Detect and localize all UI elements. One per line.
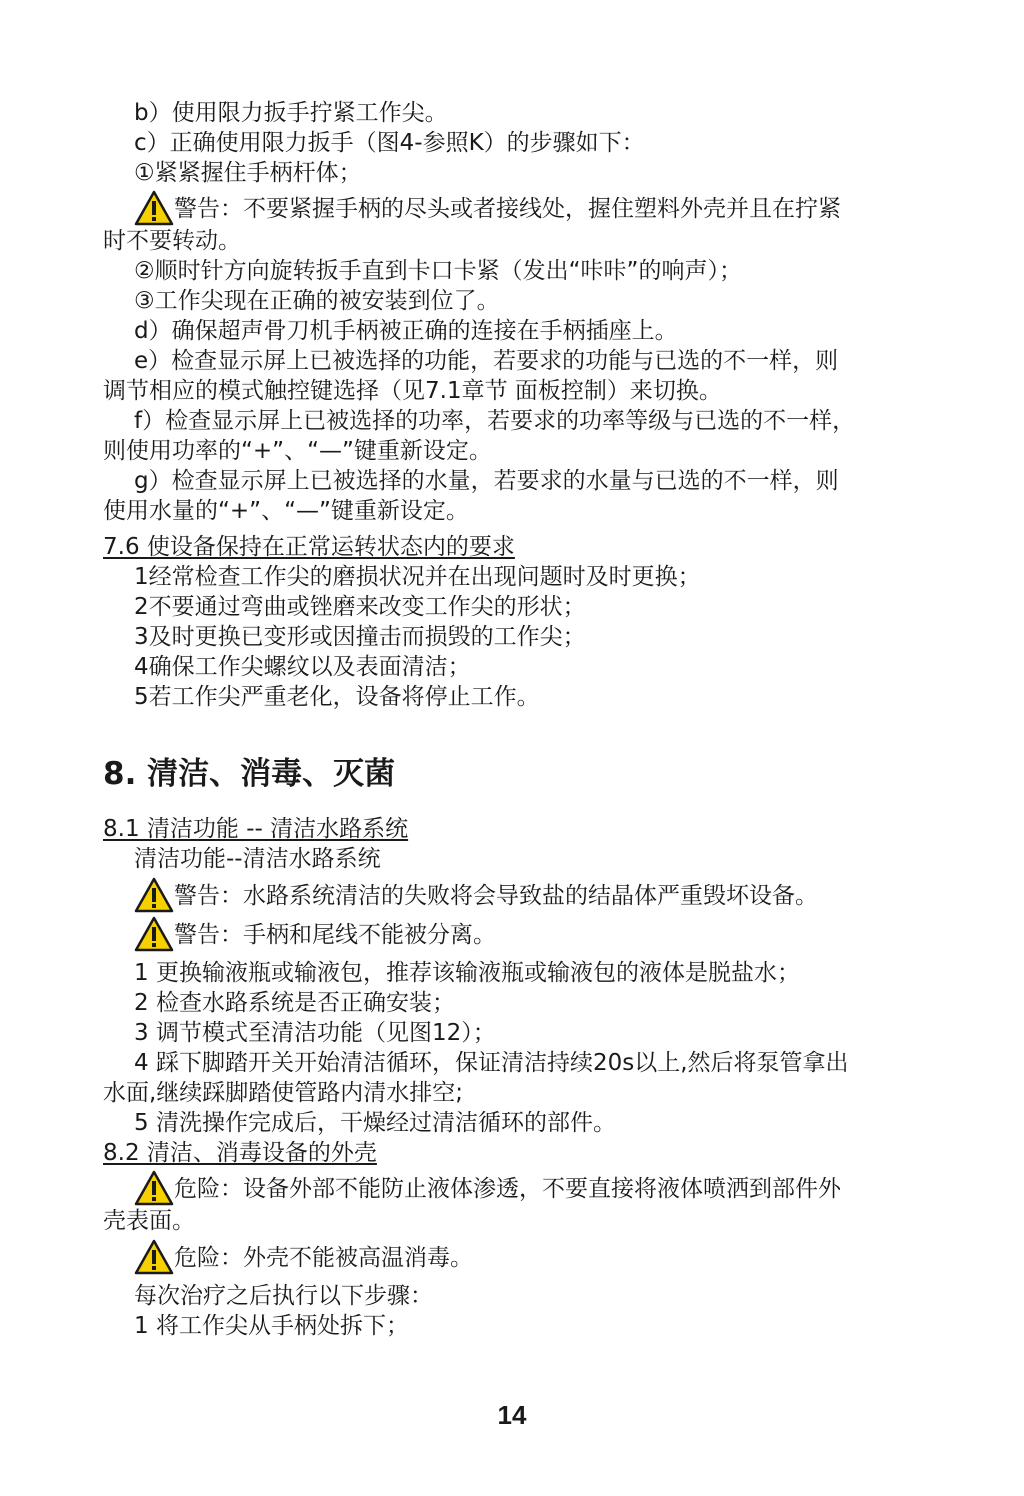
document-page bbox=[103, 98, 908, 1341]
line-g-cont: 使用水量的“+”、“—”键重新设定。 bbox=[103, 498, 469, 524]
page-number: 14 bbox=[497, 1400, 527, 1430]
line-e-cont: 调节相应的模式触控键选择（见7.1章节 面板控制）来切换。 bbox=[103, 378, 722, 404]
warning-block-grip bbox=[103, 194, 908, 256]
line-e: e）检查显示屏上已被选择的功能，若要求的功能与已选的不一样，则 bbox=[134, 348, 839, 374]
line-c: c）正确使用限力扳手（图4-参照K）的步骤如下： bbox=[134, 130, 645, 156]
list-item: 3及时更换已变形或因撞击而损毁的工作尖； bbox=[134, 624, 586, 650]
warning-triangle-icon bbox=[134, 1170, 174, 1206]
step-item: 3 调节模式至清洁功能（见图12）； bbox=[134, 1020, 496, 1046]
danger-text: 危险：设备外部不能防止液体渗透，不要直接将液体喷洒到部件外 bbox=[174, 1176, 841, 1202]
line-g: g）检查显示屏上已被选择的水量，若要求的水量与已选的不一样，则 bbox=[134, 468, 839, 494]
chapter-8-heading: 8. 清洁、消毒、灭菌 bbox=[103, 756, 396, 792]
step-item: 1 更换输液瓶或输液包，推荐该输液瓶或输液包的液体是脱盐水； bbox=[134, 960, 800, 986]
warning-text: 警告：手柄和尾线不能被分离。 bbox=[174, 922, 496, 948]
danger-block-liquid bbox=[103, 1174, 908, 1236]
line-d: d）确保超声骨刀机手柄被正确的连接在手柄插座上。 bbox=[134, 318, 678, 344]
section-7-6-title: 7.6 使设备保持在正常运转状态内的要求 bbox=[103, 534, 515, 560]
warning-triangle-icon bbox=[134, 1239, 174, 1275]
line-c3: ③工作尖现在正确的被安装到位了。 bbox=[134, 288, 500, 314]
line-b: b）使用限力扳手拧紧工作尖。 bbox=[134, 100, 448, 126]
line-c2: ②顺时针方向旋转扳手直到卡口卡紧（发出“咔咔”的响声）； bbox=[134, 258, 742, 284]
step-item: 4 踩下脚踏开关开始清洁循环，保证清洁持续20s以上,然后将泵管拿出 bbox=[134, 1050, 849, 1076]
line-c1: ①紧紧握住手柄杆体； bbox=[134, 160, 362, 186]
step-item: 2 检查水路系统是否正确安装； bbox=[134, 990, 455, 1016]
warning-triangle-icon bbox=[134, 190, 174, 226]
warning-text-cont: 时不要转动。 bbox=[103, 228, 241, 254]
warning-text: 警告：水路系统清洁的失败将会导致盐的结晶体严重毁坏设备。 bbox=[174, 883, 818, 909]
line-f: f）检查显示屏上已被选择的功率，若要求的功率等级与已选的不一样， bbox=[134, 408, 856, 434]
list-item: 2不要通过弯曲或锉磨来改变工作尖的形状； bbox=[134, 594, 586, 620]
step-item: 5 清洗操作完成后，干燥经过清洁循环的部件。 bbox=[134, 1110, 616, 1136]
section-8-1-intro: 清洁功能--清洁水路系统 bbox=[134, 846, 381, 872]
warning-text: 警告：不要紧握手柄的尽头或者接线处，握住塑料外壳并且在拧紧 bbox=[174, 196, 841, 222]
step-item-cont: 水面,继续踩脚踏使管路内清水排空; bbox=[103, 1080, 464, 1106]
list-item: 4确保工作尖螺纹以及表面清洁； bbox=[134, 654, 471, 680]
section-8-2-intro: 每次治疗之后执行以下步骤： bbox=[134, 1283, 433, 1309]
warning-triangle-icon bbox=[134, 877, 174, 913]
warning-triangle-icon bbox=[134, 916, 174, 952]
danger-text-cont: 壳表面。 bbox=[103, 1208, 195, 1234]
list-item: 1经常检查工作尖的磨损状况并在出现问题时及时更换； bbox=[134, 564, 701, 590]
step-item: 1 将工作尖从手柄处拆下； bbox=[134, 1313, 409, 1339]
line-f-cont: 则使用功率的“+”、“—”键重新设定。 bbox=[103, 438, 492, 464]
warning-block-cable bbox=[103, 920, 908, 952]
danger-text: 危险：外壳不能被高温消毒。 bbox=[174, 1245, 473, 1271]
list-item: 5若工作尖严重老化，设备将停止工作。 bbox=[134, 684, 540, 710]
section-8-1-title: 8.1 清洁功能 -- 清洁水路系统 bbox=[103, 816, 409, 842]
section-8-2-title: 8.2 清洁、消毒设备的外壳 bbox=[103, 1140, 377, 1166]
danger-block-heat bbox=[103, 1243, 908, 1275]
warning-block-salt bbox=[103, 881, 908, 913]
